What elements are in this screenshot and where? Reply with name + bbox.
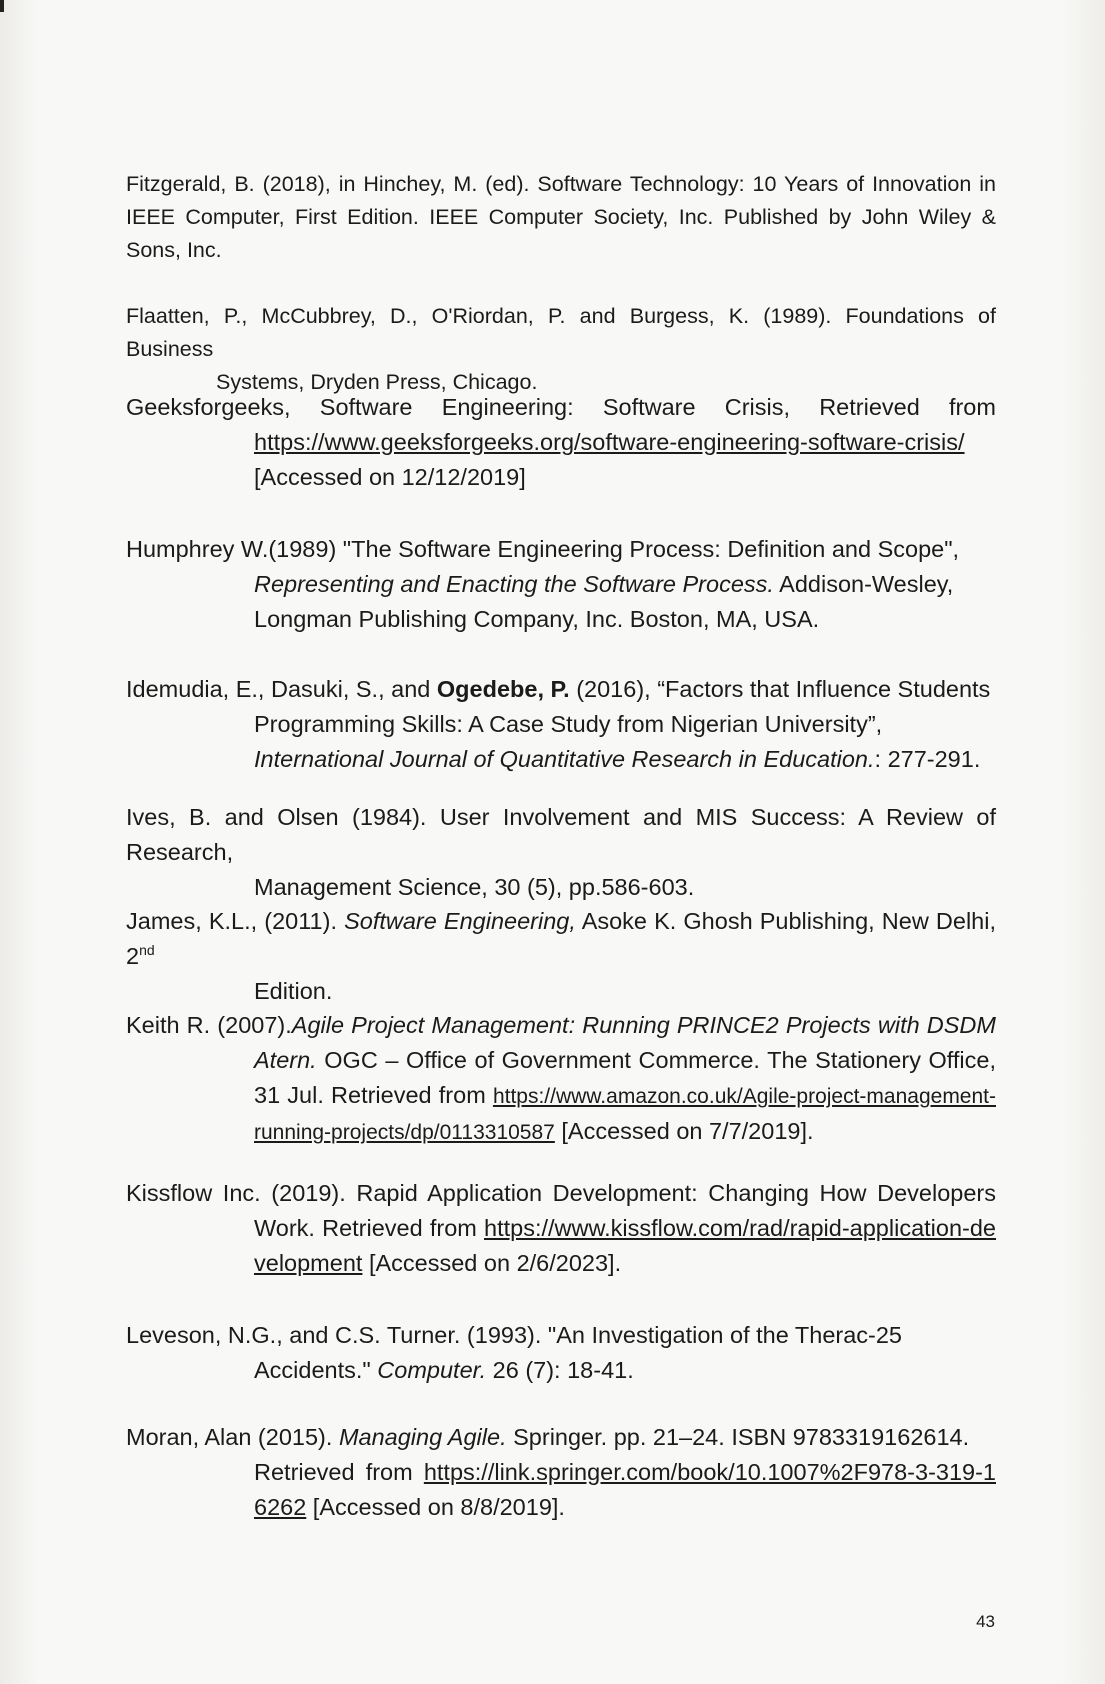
reference-leveson: Leveson, N.G., and C.S. Turner. (1993). "An Investigation of the Therac-25 Accidents." Computer. 26 (7): 18-41.	[126, 1322, 903, 1383]
reference-keith: Keith R. (2007).Agile Project Management: Running PRINCE2 Projects with DSDM Atern. OGC – Office of Government Commerce. The Stationery Office, 31 Jul. Retrieved from https://www.amazon.co.uk/Agile-project-management-running-projects/dp/0113310587 [Accessed on 7/7/2019].	[126, 1012, 996, 1144]
reference-moran: Moran, Alan (2015). Managing Agile. Springer. pp. 21–24. ISBN 9783319162614. Retrieved from https://link.springer.com/book/10.1007%2F978-3-319-16262 [Accessed on 8/8/2019].	[126, 1424, 996, 1520]
page-number: 43	[976, 1612, 995, 1631]
reference-fitzgerald: Fitzgerald, B. (2018), in Hinchey, M. (ed). Software Technology: 10 Years of Innovation in IEEE Computer, First Edition. IEEE Computer Society, Inc. Published by John Wiley & Sons, Inc.	[126, 172, 996, 262]
reference-ives: Ives, B. and Olsen (1984). User Involvement and MIS Success: A Review of Research, Management Science, 30 (5), pp.586-603.	[126, 804, 996, 900]
kissflow-link[interactable]: https://www.kissflow.com/rad/rapid-application-development	[254, 1215, 996, 1276]
reference-kissflow: Kissflow Inc. (2019). Rapid Application Development: Changing How Developers Work. Retrieved from https://www.kissflow.com/rad/rapid-application-development [Accessed on 2/6/2023].	[126, 1180, 996, 1276]
geeksforgeeks-link[interactable]: https://www.geeksforgeeks.org/software-engineering-software-crisis/	[254, 429, 965, 455]
reference-humphrey: Humphrey W.(1989) "The Software Engineering Process: Definition and Scope", Representing and Enacting the Software Process. Addison-Wesley, Longman Publishing Company, Inc. Boston, MA, USA.	[126, 536, 960, 632]
reference-geeksforgeeks: Geeksforgeeks, Software Engineering: Software Crisis, Retrieved from https://www.geeksforgeeks.org/software-engineering-software-crisis/ [Accessed on 12/12/2019]	[126, 394, 996, 490]
springer-link[interactable]: https://link.springer.com/book/10.1007%2F978-3-319-16262	[254, 1459, 996, 1520]
scan-mark	[0, 0, 4, 12]
reference-idemudia: Idemudia, E., Dasuki, S., and Ogedebe, P. (2016), “Factors that Influence Students Programming Skills: A Case Study from Nigerian University”, International Journal of Quantitative Research in Education.: 277-291.	[126, 676, 991, 772]
amazon-link[interactable]: https://www.amazon.co.uk/Agile-project-management-running-projects/dp/0113310587	[254, 1085, 996, 1144]
reference-james: James, K.L., (2011). Software Engineering, Asoke K. Ghosh Publishing, New Delhi, 2nd Edition.	[126, 908, 996, 1004]
reference-flaatten: Flaatten, P., McCubbrey, D., O'Riordan, P. and Burgess, K. (1989). Foundations of Business Systems, Dryden Press, Chicago.	[126, 304, 996, 394]
